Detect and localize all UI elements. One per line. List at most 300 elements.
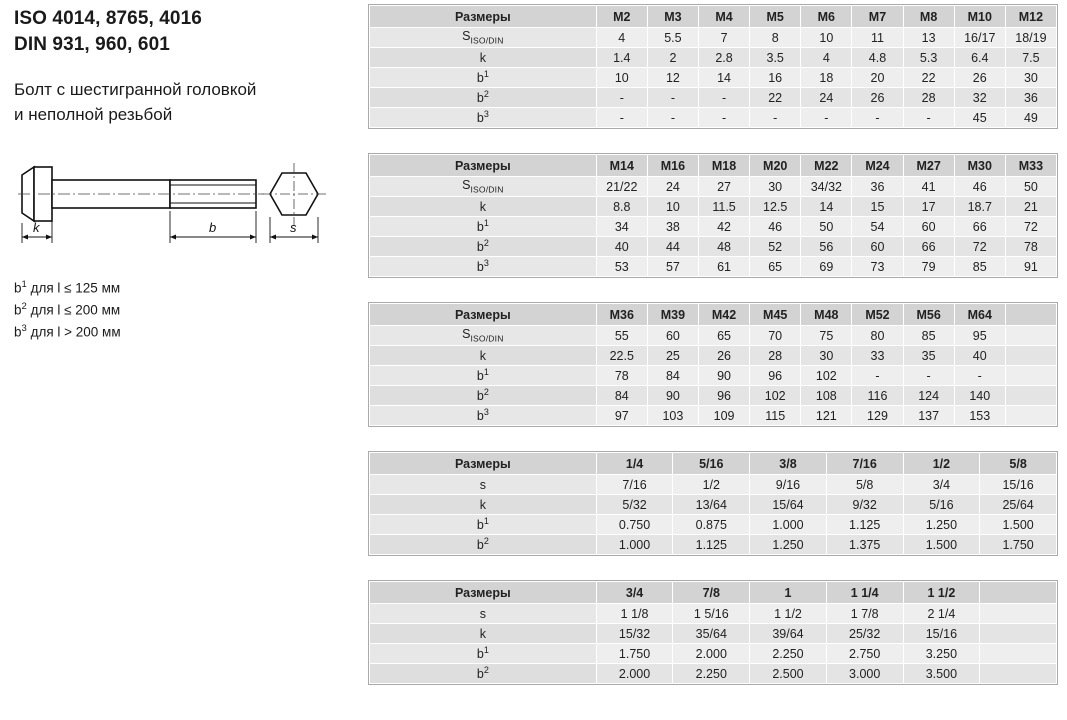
table-cell: 4.8 bbox=[852, 48, 903, 68]
table-cell: 1.750 bbox=[596, 644, 673, 664]
table-cell: 137 bbox=[903, 406, 954, 426]
table-row bbox=[370, 515, 1057, 535]
table-cell: 153 bbox=[954, 406, 1005, 426]
table-row bbox=[370, 386, 1057, 406]
row-label-b2: $b^2$ bbox=[370, 88, 597, 108]
table-cell: 60 bbox=[852, 237, 903, 257]
table-cell: 18.7 bbox=[954, 197, 1005, 217]
table-row bbox=[370, 88, 1057, 108]
table-cell: 65 bbox=[698, 326, 749, 346]
dimension-label-b: b bbox=[209, 219, 217, 235]
table-cell: 5.3 bbox=[903, 48, 954, 68]
header-dimensions: Размеры bbox=[370, 582, 597, 604]
row-label-k: k bbox=[370, 624, 597, 644]
table-row bbox=[370, 406, 1057, 426]
table-cell: 1.4 bbox=[596, 48, 647, 68]
table-cell: 75 bbox=[801, 326, 852, 346]
dimension-table bbox=[369, 452, 1057, 555]
table-cell: 50 bbox=[1005, 177, 1056, 197]
table-cell: 40 bbox=[596, 237, 647, 257]
table-row bbox=[370, 495, 1057, 515]
footnotes bbox=[14, 277, 359, 344]
table-cell: 11.5 bbox=[698, 197, 749, 217]
table-cell: 1 1/8 bbox=[596, 604, 673, 624]
table-cell: 44 bbox=[647, 237, 698, 257]
table-cell: 8 bbox=[750, 28, 801, 48]
row-label-b3: $b^3$ bbox=[370, 257, 597, 277]
table-cell: 60 bbox=[647, 326, 698, 346]
table-cell: 24 bbox=[801, 88, 852, 108]
table-cell: 54 bbox=[852, 217, 903, 237]
table-cell: 53 bbox=[596, 257, 647, 277]
table-metric-m2-m12 bbox=[368, 4, 1058, 129]
bolt-drawing bbox=[14, 149, 344, 249]
table-cell: 1.375 bbox=[826, 535, 903, 555]
table-cell: 124 bbox=[903, 386, 954, 406]
header-size bbox=[1005, 304, 1056, 326]
table-cell: 13 bbox=[903, 28, 954, 48]
table-cell: 34 bbox=[596, 217, 647, 237]
table-cell: 26 bbox=[698, 346, 749, 366]
product-description bbox=[14, 78, 359, 126]
table-row bbox=[370, 48, 1057, 68]
row-label-b2: $b^2$ bbox=[370, 237, 597, 257]
table-cell: 60 bbox=[903, 217, 954, 237]
table-cell: 80 bbox=[852, 326, 903, 346]
header-dimensions: Размеры bbox=[370, 155, 597, 177]
header-size: M48 bbox=[801, 304, 852, 326]
table-cell: 7 bbox=[698, 28, 749, 48]
table-cell: 22.5 bbox=[596, 346, 647, 366]
header-size bbox=[980, 582, 1057, 604]
table-cell: - bbox=[954, 366, 1005, 386]
table-cell: 1.500 bbox=[903, 535, 980, 555]
table-header-row bbox=[370, 453, 1057, 475]
table-cell: 90 bbox=[698, 366, 749, 386]
table-cell: 73 bbox=[852, 257, 903, 277]
table-cell: 116 bbox=[852, 386, 903, 406]
dimension-label-s: s bbox=[290, 219, 297, 235]
table-cell: 97 bbox=[596, 406, 647, 426]
header-dimensions: Размеры bbox=[370, 6, 597, 28]
standards-title bbox=[14, 6, 359, 58]
table-header-row bbox=[370, 582, 1057, 604]
header-size: M14 bbox=[596, 155, 647, 177]
table-cell: 40 bbox=[954, 346, 1005, 366]
header-size: 7/8 bbox=[673, 582, 750, 604]
table-row bbox=[370, 326, 1057, 346]
table-cell: 33 bbox=[852, 346, 903, 366]
table-cell: 36 bbox=[1005, 88, 1056, 108]
table-cell: 20 bbox=[852, 68, 903, 88]
table-cell: 5/8 bbox=[826, 475, 903, 495]
table-cell: 1.250 bbox=[903, 515, 980, 535]
table-cell: 35 bbox=[903, 346, 954, 366]
table-cell: - bbox=[801, 108, 852, 128]
table-cell: 22 bbox=[903, 68, 954, 88]
table-cell: 2 1/4 bbox=[903, 604, 980, 624]
table-cell: 42 bbox=[698, 217, 749, 237]
table-cell: 48 bbox=[698, 237, 749, 257]
table-cell: 26 bbox=[954, 68, 1005, 88]
table-cell: 21 bbox=[1005, 197, 1056, 217]
header-size: M27 bbox=[903, 155, 954, 177]
table-cell: 55 bbox=[596, 326, 647, 346]
table-cell: 50 bbox=[801, 217, 852, 237]
table-cell: 103 bbox=[647, 406, 698, 426]
table-cell: 25 bbox=[647, 346, 698, 366]
table-cell: 15 bbox=[852, 197, 903, 217]
table-cell bbox=[980, 604, 1057, 624]
table-cell: 1 1/2 bbox=[750, 604, 827, 624]
table-cell: 3.5 bbox=[750, 48, 801, 68]
table-cell: 95 bbox=[954, 326, 1005, 346]
table-cell: 121 bbox=[801, 406, 852, 426]
table-cell: 66 bbox=[954, 217, 1005, 237]
table-cell: 65 bbox=[750, 257, 801, 277]
table-cell: 12.5 bbox=[750, 197, 801, 217]
row-label-b1: $b^1$ bbox=[370, 217, 597, 237]
table-cell: - bbox=[903, 366, 954, 386]
table-cell: 45 bbox=[954, 108, 1005, 128]
table-row bbox=[370, 346, 1057, 366]
table-cell: 57 bbox=[647, 257, 698, 277]
row-label-b3: $b^3$ bbox=[370, 108, 597, 128]
product-description-line1: Болт с шестигранной головкой bbox=[14, 80, 257, 100]
header-size: M12 bbox=[1005, 6, 1056, 28]
table-cell: 1.125 bbox=[826, 515, 903, 535]
row-label-k: k bbox=[370, 346, 597, 366]
table-cell: 85 bbox=[954, 257, 1005, 277]
table-cell: 2.000 bbox=[596, 664, 673, 684]
table-cell: 2.250 bbox=[673, 664, 750, 684]
table-cell: 0.750 bbox=[596, 515, 673, 535]
table-cell: 18/19 bbox=[1005, 28, 1056, 48]
table-cell: 7.5 bbox=[1005, 48, 1056, 68]
table-metric-m36-m64 bbox=[368, 302, 1058, 427]
table-cell: 10 bbox=[801, 28, 852, 48]
table-cell: 52 bbox=[750, 237, 801, 257]
dimension-table bbox=[369, 581, 1057, 684]
table-cell: 69 bbox=[801, 257, 852, 277]
table-cell bbox=[1005, 346, 1056, 366]
header-size: M2 bbox=[596, 6, 647, 28]
table-cell: 8.8 bbox=[596, 197, 647, 217]
row-label-k: k bbox=[370, 48, 597, 68]
table-cell: 16/17 bbox=[954, 28, 1005, 48]
table-cell bbox=[980, 664, 1057, 684]
table-cell: 84 bbox=[596, 386, 647, 406]
table-cell: 30 bbox=[1005, 68, 1056, 88]
table-cell: 14 bbox=[801, 197, 852, 217]
table-cell: 36 bbox=[852, 177, 903, 197]
table-cell: 2.8 bbox=[698, 48, 749, 68]
header-size: M64 bbox=[954, 304, 1005, 326]
header-size: 5/8 bbox=[980, 453, 1057, 475]
table-cell: 9/16 bbox=[750, 475, 827, 495]
header-size: 7/16 bbox=[826, 453, 903, 475]
table-row bbox=[370, 644, 1057, 664]
table-cell: 35/64 bbox=[673, 624, 750, 644]
header-size: M8 bbox=[903, 6, 954, 28]
table-row bbox=[370, 664, 1057, 684]
header-size: M52 bbox=[852, 304, 903, 326]
table-cell: 15/16 bbox=[903, 624, 980, 644]
header-size: 5/16 bbox=[673, 453, 750, 475]
table-cell: 16 bbox=[750, 68, 801, 88]
table-cell: 109 bbox=[698, 406, 749, 426]
table-cell: 4 bbox=[596, 28, 647, 48]
table-cell: 15/32 bbox=[596, 624, 673, 644]
header-size: M20 bbox=[750, 155, 801, 177]
table-cell: 140 bbox=[954, 386, 1005, 406]
table-cell: 79 bbox=[903, 257, 954, 277]
row-label-b1: $b^1$ bbox=[370, 515, 597, 535]
table-cell: 15/64 bbox=[750, 495, 827, 515]
table-cell: 10 bbox=[647, 197, 698, 217]
header-size: M33 bbox=[1005, 155, 1056, 177]
table-cell bbox=[1005, 366, 1056, 386]
table-header-row bbox=[370, 304, 1057, 326]
table-cell: 1.000 bbox=[750, 515, 827, 535]
table-cell: 66 bbox=[903, 237, 954, 257]
table-cell: 56 bbox=[801, 237, 852, 257]
table-cell: 34/32 bbox=[801, 177, 852, 197]
table-cell: 1.750 bbox=[980, 535, 1057, 555]
table-cell bbox=[980, 624, 1057, 644]
row-label-b1: $b^1$ bbox=[370, 366, 597, 386]
table-cell: - bbox=[647, 108, 698, 128]
table-row bbox=[370, 257, 1057, 277]
table-cell: 2.500 bbox=[750, 664, 827, 684]
table-cell: 129 bbox=[852, 406, 903, 426]
row-label-b3: $b^3$ bbox=[370, 406, 597, 426]
table-header-row bbox=[370, 155, 1057, 177]
table-cell: 32 bbox=[954, 88, 1005, 108]
row-label-b2: $b^2$ bbox=[370, 664, 597, 684]
table-cell: 90 bbox=[647, 386, 698, 406]
row-label-s_iso: $S_{ISO/DIN}$ bbox=[370, 28, 597, 48]
table-cell: 12 bbox=[647, 68, 698, 88]
row-label-b2: $b^2$ bbox=[370, 535, 597, 555]
table-cell: 22 bbox=[750, 88, 801, 108]
header-size: M3 bbox=[647, 6, 698, 28]
header-dimensions: Размеры bbox=[370, 453, 597, 475]
table-cell: 5.5 bbox=[647, 28, 698, 48]
table-cell: 72 bbox=[1005, 217, 1056, 237]
table-cell: 28 bbox=[750, 346, 801, 366]
table-cell: 3.500 bbox=[903, 664, 980, 684]
header-dimensions: Размеры bbox=[370, 304, 597, 326]
table-cell: - bbox=[647, 88, 698, 108]
table-cell: 85 bbox=[903, 326, 954, 346]
table-cell: 102 bbox=[750, 386, 801, 406]
table-cell: - bbox=[596, 88, 647, 108]
header-size: M4 bbox=[698, 6, 749, 28]
table-cell: 5/16 bbox=[903, 495, 980, 515]
table-row bbox=[370, 237, 1057, 257]
table-row bbox=[370, 217, 1057, 237]
table-row bbox=[370, 177, 1057, 197]
table-cell: 115 bbox=[750, 406, 801, 426]
table-cell: 1 7/8 bbox=[826, 604, 903, 624]
table-header-row bbox=[370, 6, 1057, 28]
table-cell: 26 bbox=[852, 88, 903, 108]
table-cell: 11 bbox=[852, 28, 903, 48]
product-description-line2: и неполной резьбой bbox=[14, 104, 173, 124]
table-cell bbox=[1005, 326, 1056, 346]
header-size: 1/2 bbox=[903, 453, 980, 475]
dimension-table bbox=[369, 154, 1057, 277]
table-cell: 1.125 bbox=[673, 535, 750, 555]
table-cell: - bbox=[750, 108, 801, 128]
table-cell: 3/4 bbox=[903, 475, 980, 495]
table-inch-quarter-five-eighths bbox=[368, 451, 1058, 556]
table-row bbox=[370, 28, 1057, 48]
row-label-s_plain: s bbox=[370, 604, 597, 624]
table-cell: 46 bbox=[954, 177, 1005, 197]
table-cell: - bbox=[903, 108, 954, 128]
dimension-table bbox=[369, 5, 1057, 128]
table-cell: 28 bbox=[903, 88, 954, 108]
header-size: 1 1/4 bbox=[826, 582, 903, 604]
table-cell: - bbox=[698, 88, 749, 108]
table-cell: 72 bbox=[954, 237, 1005, 257]
table-cell: 49 bbox=[1005, 108, 1056, 128]
row-label-s_plain: s bbox=[370, 475, 597, 495]
header-size: 3/4 bbox=[596, 582, 673, 604]
row-label-s_iso: $S_{ISO/DIN}$ bbox=[370, 326, 597, 346]
table-row bbox=[370, 366, 1057, 386]
row-label-k: k bbox=[370, 197, 597, 217]
table-cell: 108 bbox=[801, 386, 852, 406]
table-cell: 96 bbox=[750, 366, 801, 386]
table-cell: 30 bbox=[750, 177, 801, 197]
table-cell: 3.000 bbox=[826, 664, 903, 684]
header-size: M36 bbox=[596, 304, 647, 326]
header-size: 1/4 bbox=[596, 453, 673, 475]
row-label-s_iso: $S_{ISO/DIN}$ bbox=[370, 177, 597, 197]
row-label-b2: $b^2$ bbox=[370, 386, 597, 406]
header-size: 3/8 bbox=[750, 453, 827, 475]
left-column bbox=[14, 6, 359, 344]
table-row bbox=[370, 604, 1057, 624]
table-cell: 84 bbox=[647, 366, 698, 386]
row-label-b1: $b^1$ bbox=[370, 68, 597, 88]
row-label-b1: $b^1$ bbox=[370, 644, 597, 664]
table-row bbox=[370, 108, 1057, 128]
standards-title-line2: DIN 931, 960, 601 bbox=[14, 34, 170, 56]
table-cell: 91 bbox=[1005, 257, 1056, 277]
header-size: M5 bbox=[750, 6, 801, 28]
table-cell: 0.875 bbox=[673, 515, 750, 535]
table-row bbox=[370, 535, 1057, 555]
dimension-table bbox=[369, 303, 1057, 426]
header-size: M18 bbox=[698, 155, 749, 177]
header-size: M45 bbox=[750, 304, 801, 326]
table-cell: 39/64 bbox=[750, 624, 827, 644]
table-cell: - bbox=[852, 366, 903, 386]
table-cell: 102 bbox=[801, 366, 852, 386]
bolt-drawing-svg bbox=[14, 149, 344, 249]
header-size: M30 bbox=[954, 155, 1005, 177]
table-cell: 2.250 bbox=[750, 644, 827, 664]
table-cell: 13/64 bbox=[673, 495, 750, 515]
header-size: M16 bbox=[647, 155, 698, 177]
header-size: M7 bbox=[852, 6, 903, 28]
dimension-label-k: k bbox=[33, 219, 40, 235]
table-cell: - bbox=[698, 108, 749, 128]
footnote-b3: $b^3$ для l > 200 мм bbox=[14, 323, 121, 340]
table-cell: 78 bbox=[596, 366, 647, 386]
table-row bbox=[370, 68, 1057, 88]
table-cell: 6.4 bbox=[954, 48, 1005, 68]
table-cell: 1.000 bbox=[596, 535, 673, 555]
table-cell: 18 bbox=[801, 68, 852, 88]
table-cell: - bbox=[596, 108, 647, 128]
header-size: M24 bbox=[852, 155, 903, 177]
header-size: M39 bbox=[647, 304, 698, 326]
table-cell: 38 bbox=[647, 217, 698, 237]
footnote-b1: $b^1$ для l ≤ 125 мм bbox=[14, 278, 121, 296]
table-cell: 2 bbox=[647, 48, 698, 68]
table-cell: 2.750 bbox=[826, 644, 903, 664]
header-size: M22 bbox=[801, 155, 852, 177]
table-cell: 4 bbox=[801, 48, 852, 68]
header-size: M6 bbox=[801, 6, 852, 28]
table-cell: 25/32 bbox=[826, 624, 903, 644]
table-cell: 5/32 bbox=[596, 495, 673, 515]
table-row bbox=[370, 475, 1057, 495]
table-cell: 10 bbox=[596, 68, 647, 88]
standards-title-line1: ISO 4014, 8765, 4016 bbox=[14, 8, 202, 29]
header-size: M10 bbox=[954, 6, 1005, 28]
table-cell: 14 bbox=[698, 68, 749, 88]
table-cell: 30 bbox=[801, 346, 852, 366]
row-label-k: k bbox=[370, 495, 597, 515]
table-cell bbox=[1005, 406, 1056, 426]
table-cell: 25/64 bbox=[980, 495, 1057, 515]
table-row bbox=[370, 197, 1057, 217]
table-cell bbox=[980, 644, 1057, 664]
table-cell: 96 bbox=[698, 386, 749, 406]
table-cell: - bbox=[852, 108, 903, 128]
table-cell: 78 bbox=[1005, 237, 1056, 257]
table-cell: 7/16 bbox=[596, 475, 673, 495]
table-cell: 1/2 bbox=[673, 475, 750, 495]
table-cell: 1 5/16 bbox=[673, 604, 750, 624]
table-cell: 24 bbox=[647, 177, 698, 197]
table-metric-m14-m33 bbox=[368, 153, 1058, 278]
table-cell: 70 bbox=[750, 326, 801, 346]
table-cell: 61 bbox=[698, 257, 749, 277]
header-size: 1 bbox=[750, 582, 827, 604]
table-cell: 41 bbox=[903, 177, 954, 197]
table-cell: 1.250 bbox=[750, 535, 827, 555]
table-cell: 1.500 bbox=[980, 515, 1057, 535]
dimension-tables bbox=[368, 4, 1058, 709]
table-row bbox=[370, 624, 1057, 644]
table-cell: 46 bbox=[750, 217, 801, 237]
table-cell: 21/22 bbox=[596, 177, 647, 197]
table-cell: 9/32 bbox=[826, 495, 903, 515]
table-cell: 3.250 bbox=[903, 644, 980, 664]
table-cell: 15/16 bbox=[980, 475, 1057, 495]
table-cell: 17 bbox=[903, 197, 954, 217]
table-cell bbox=[1005, 386, 1056, 406]
header-size: M56 bbox=[903, 304, 954, 326]
header-size: 1 1/2 bbox=[903, 582, 980, 604]
